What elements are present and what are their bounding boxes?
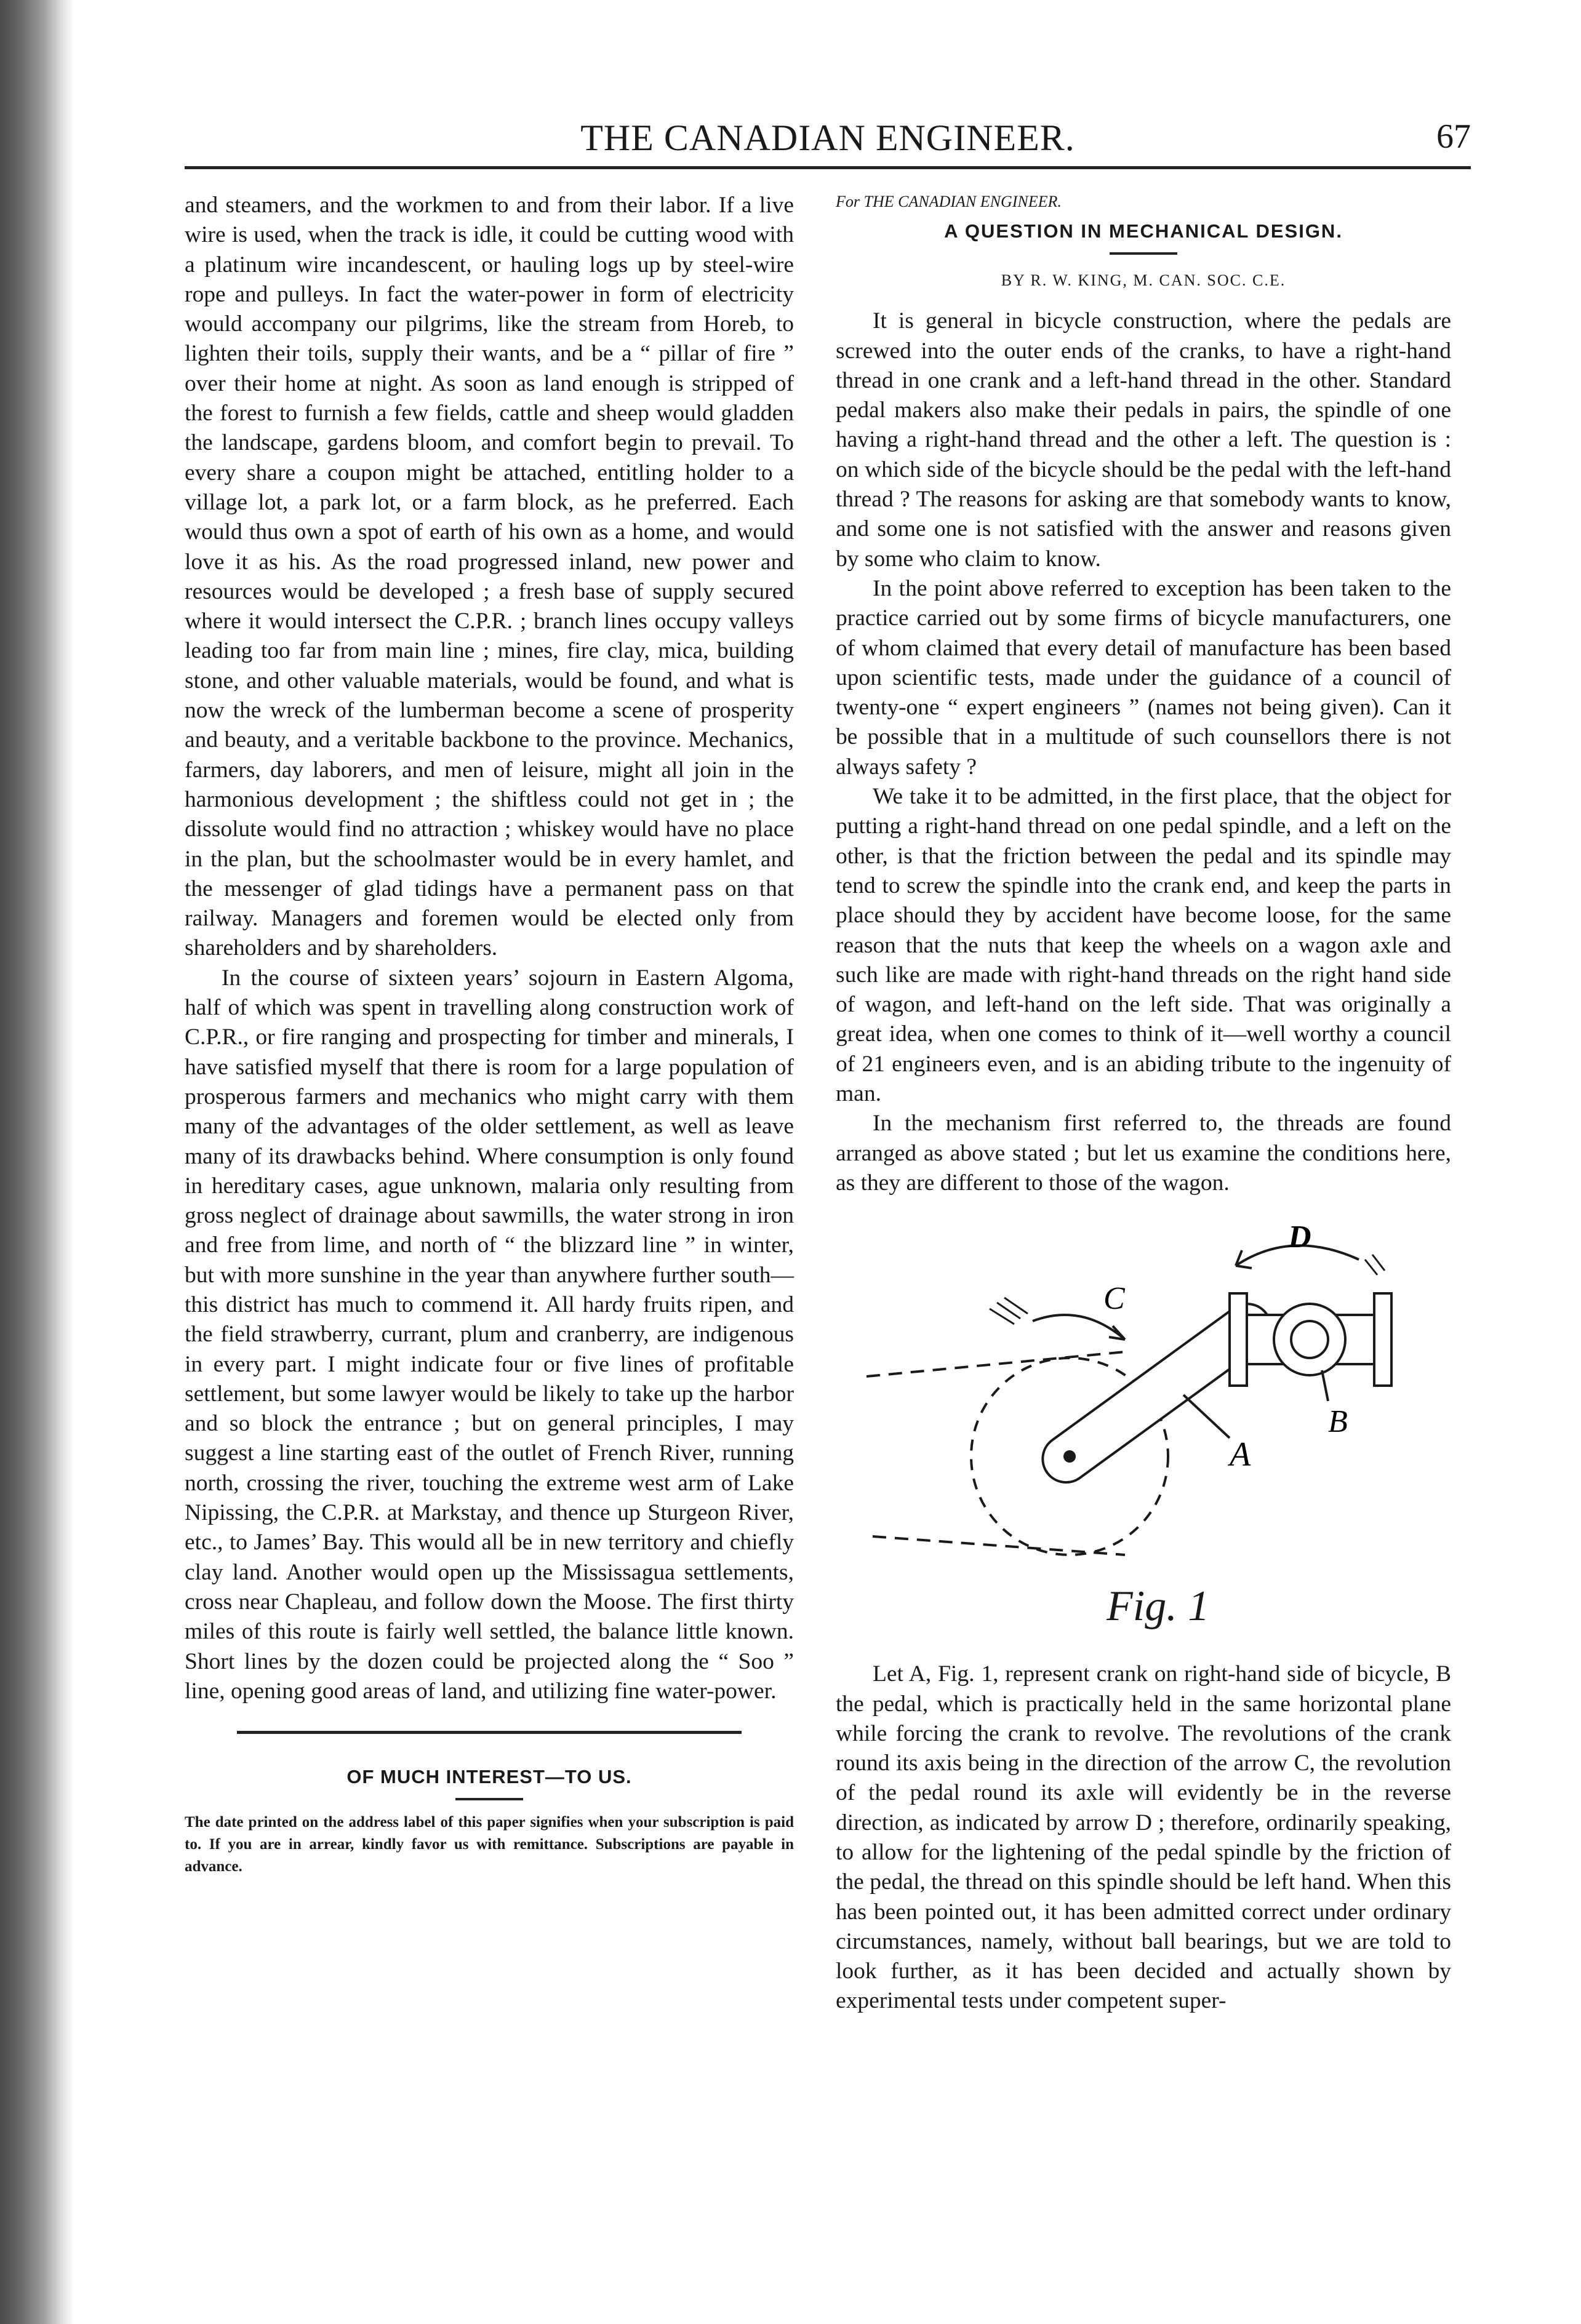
notice-text: The date printed on the address label of this paper signifies when your subscription is paid to. If you are in arrear, kindly favor us with remittance. Subscriptions are payable in advance. bbox=[185, 1814, 794, 1875]
right-paragraph-2: In the point above referred to exception has been taken to the practice carried out by some firms of bicycle manufacturers, one of whom claimed that every detail of manufacture has been based upon scientific tests, made under the guidance of a council of twenty-one “ expert engineers ” (names not being given). Can it be possible that in a multitude of such counsellors there is not always safety ? bbox=[836, 575, 1451, 780]
label-b-tick bbox=[1322, 1370, 1328, 1401]
label-a: A bbox=[1230, 1436, 1251, 1474]
notice-heading: OF MUCH INTEREST—TO US. bbox=[346, 1766, 632, 1788]
label-c: C bbox=[1103, 1281, 1125, 1317]
figure-caption: Fig. 1 bbox=[1107, 1583, 1210, 1631]
left-column bbox=[185, 191, 794, 1878]
left-paragraph-2: In the course of sixteen years’ sojourn in Eastern Algoma, half of which was spent in travelling along construction work of C.P.R., or fire ranging and prospecting for timber and minerals, I have satisfied myself that there is room for a large population of prosperous farmers and mechanics who might carry with them many of the advantages of the older settlement, as well as leave many of its drawbacks behind. Where consumption is only found in hereditary cases, ague unknown, malaria only resulting from gross neglect of drainage about sawmills, the water strong in iron and free from lime, and north of “ the blizzard line ” in winter, but with more sunshine in the year than anywhere further south—this district has much to commend it. All hardy fruits ripen, and the field strawberry, currant, plum and cranberry, are indigenous in every part. I might indicate four or five lines of profitable settlement, but some lawyer would be likely to take up the harbor and so block the entrance ; but on general principles, I may suggest a line starting east of the outlet of French River, running north, crossing the river, touching the extreme west arm of Lake Nipissing, the C.P.R. at Markstay, and thence up Sturgeon River, etc., to James’ Bay. This would all be in new territory and chiefly clay land. Another would open up the Mississagua settlements, cross near Chapleau, and follow down the Moose. The first thirty miles of this route is fairly well settled, the balance little known. Short lines by the dozen could be projected along the “ Soo ” line, opening good areas of land, and utilizing fine water-power. bbox=[185, 965, 794, 1704]
page-header bbox=[185, 117, 1471, 160]
right-column bbox=[836, 191, 1451, 2016]
article-kicker: For THE CANADIAN ENGINEER. bbox=[836, 193, 1062, 210]
label-a-tick bbox=[1183, 1395, 1230, 1438]
arrow-c-fletching bbox=[990, 1298, 1028, 1324]
right-paragraph-3: We take it to be admitted, in the first place, that the object for putting a right-hand thread on one pedal spindle, and a left on the other, is that the friction between the pedal and its spindle may tend to screw the spindle into the crank end, and keep the parts in place should they by accident have become loose, for the same reason that the nuts that keep the wheels on a wagon axle and such like are made with right-hand threads on the right hand side of wagon, and left-hand on the left side. That was originally a great idea, when one comes to think of it—well worthy a council of 21 engineers even, and is an abiding tribute to the ingenuity of man. bbox=[836, 784, 1451, 1107]
label-b: B bbox=[1328, 1404, 1348, 1440]
title-rule bbox=[1110, 252, 1177, 255]
lower-guide-line bbox=[873, 1536, 1125, 1555]
journal-title: THE CANADIAN ENGINEER. bbox=[580, 118, 1075, 158]
section-divider bbox=[237, 1731, 742, 1734]
label-d: D bbox=[1288, 1220, 1311, 1255]
arrow-c bbox=[1033, 1315, 1125, 1340]
article-byline: BY R. W. KING, M. CAN. SOC. C.E. bbox=[1001, 271, 1286, 289]
arrow-d-fletching bbox=[1365, 1255, 1385, 1275]
left-paragraph-1: and steamers, and the workmen to and from their labor. If a live wire is used, when the track is idle, it could be cutting wood with a platinum wire incandescent, or hauling logs up by steel-wire rope and pulleys. In fact the water-power in form of electricity would accompany our pilgrims, like the stream from Horeb, to lighten their toils, supply their wants, and be a “ pillar of fire ” over their home at night. As soon as land enough is stripped of the forest to furnish a few fields, cattle and sheep would gladden the landscape, gardens bloom, and comfort begin to prevail. To every share a coupon might be attached, entitling holder to a village lot, a park lot, or a farm block, as he preferred. Each would thus own a spot of earth of his own as a home, and would love it as his. As the road progressed inland, new power and resources would be developed ; a fresh base of supply secured where it would intersect the C.P.R. ; branch lines occupy valleys leading too far from main line ; mines, fire clay, mica, building stone, and other valuable materials, would be found, and what is now the wreck of the lumberman become a scene of prosperity and beauty, and a veritable backbone to the province. Mechanics, farmers, day laborers, and men of leisure, might all join in the harmonious development ; the shiftless could not get in ; the dissolute would find no attraction ; whiskey would have no place in the plan, but the schoolmaster would be in every hamlet, and the messenger of glad tidings have a permanent pass on that railway. Managers and foremen would be elected only from shareholders and by shareholders. bbox=[185, 193, 794, 961]
header-rule bbox=[185, 166, 1471, 169]
article-title: A QUESTION IN MECHANICAL DESIGN. bbox=[944, 220, 1343, 242]
right-paragraph-4: In the mechanism first referred to, the threads are found arranged as above stated ; but let us examine the conditions here, as they are different to those of the wagon. bbox=[836, 1111, 1451, 1196]
page-number: 67 bbox=[1436, 118, 1471, 156]
right-paragraph-1: It is general in bicycle construction, where the pedals are screwed into the outer ends of the cranks, to have a right-hand thread in one crank and a left-hand thread in the other. Standard pedal makers also make their pedals in pairs, the spindle of one having a right-hand thread and the other a left. The question is : on which side of the bicycle should be the pedal with the left-hand thread ? The reasons for asking are that somebody wants to know, and some one is not satisfied with the answer and reasons given by some who claim to know. bbox=[836, 308, 1451, 572]
upper-guide-line bbox=[867, 1352, 1125, 1376]
right-paragraph-5: Let A, Fig. 1, represent crank on right-hand side of bicycle, B the pedal, which is practically held in the same horizontal plane while forcing the crank to revolve. The revolutions of the crank round its axis being in the direction of the arrow C, the revolution of the pedal round its axle will evidently be in the reverse direction, as indicated by arrow D ; therefore, ordinarily speaking, to allow for the lightening of the pedal spindle by the friction of the pedal, the thread on this spindle should be left hand. When this has been pointed out, it has been admitted correct under ordinary circumstances, namely, without ball bearings, but we are told to look further, as it has been decided and actually shown by experimental tests under competent super- bbox=[836, 1661, 1451, 2014]
notice-rule bbox=[455, 1798, 523, 1800]
scan-edge-shadow bbox=[0, 0, 74, 2324]
crank-figure bbox=[836, 1216, 1451, 1659]
